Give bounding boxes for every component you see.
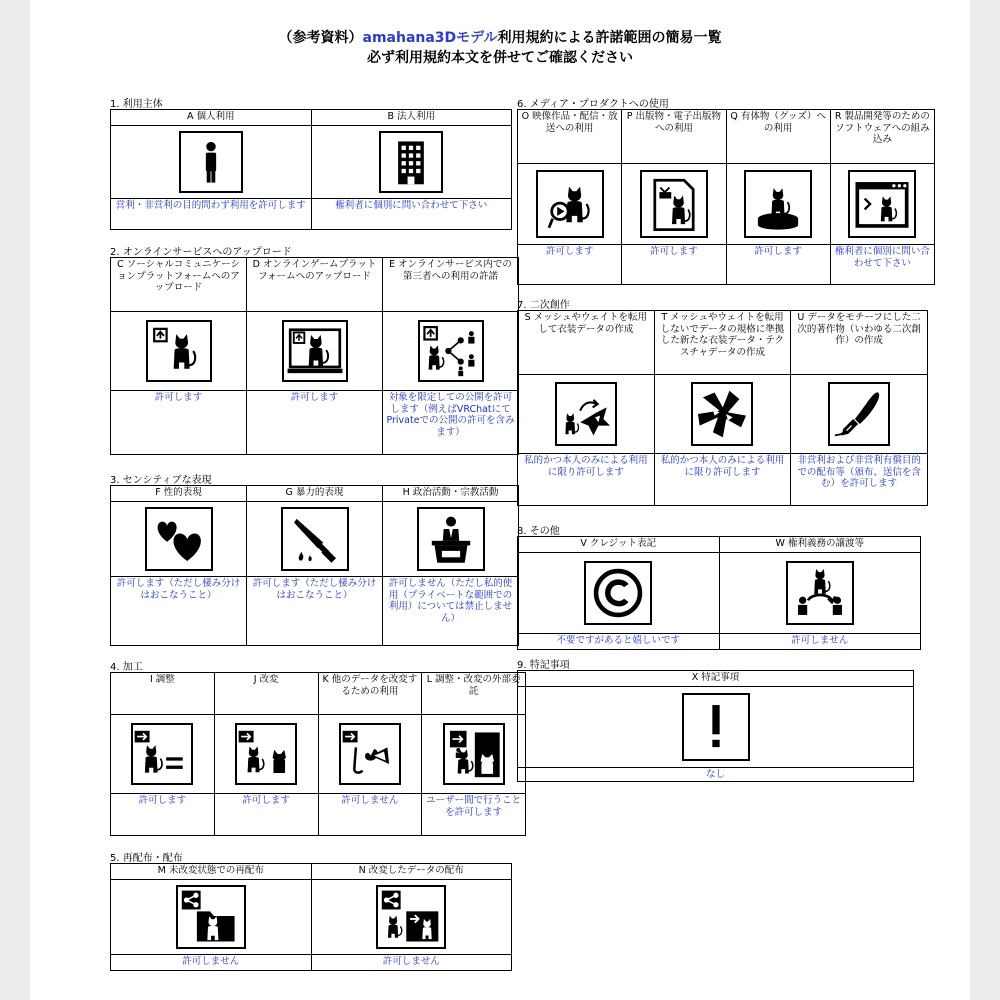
page-subtitle: 必ず利用規約本文を併せてご確認ください bbox=[367, 50, 633, 66]
use-for-other-icon bbox=[339, 723, 401, 785]
redistribute-icon bbox=[176, 885, 246, 949]
item-header: U データをモチーフにした二次的著作物（いわゆる二次創作）の作成 bbox=[791, 311, 928, 375]
publication-icon bbox=[640, 170, 708, 238]
page-title: （参考資料）amahana3Dモデル利用規約による許諾範囲の簡易一覧 bbox=[278, 30, 722, 46]
item-permission: 許可しません bbox=[111, 955, 312, 971]
section-heading: 8. その他 bbox=[517, 526, 560, 537]
item-permission: 許可します bbox=[518, 245, 622, 285]
item-header: W 権利義務の譲渡等 bbox=[719, 537, 921, 553]
item-icon-cell bbox=[311, 880, 512, 955]
item-permission: 非営利および非営利有償目的での配布等（頒布、送信を含む）を許可します bbox=[791, 454, 928, 506]
section-table bbox=[517, 670, 914, 782]
item-permission: 許可します（ただし棲み分けはおこなうこと） bbox=[111, 577, 247, 646]
item-icon-cell bbox=[383, 502, 519, 577]
item-header: M 未改変状態での再配布 bbox=[111, 864, 312, 880]
distribute-modified-icon bbox=[376, 885, 446, 949]
item-icon-cell bbox=[726, 164, 830, 245]
item-permission: 対象を限定しての公開を許可します（例えばVRChatにてPrivateでの公開の許可を含みます） bbox=[383, 391, 519, 455]
section-table bbox=[110, 863, 512, 971]
modify-icon bbox=[235, 723, 297, 785]
item-header: O 映像作品・配信・放送への利用 bbox=[518, 110, 622, 164]
item-permission: 権利者に個別に問い合わせて下さい bbox=[830, 245, 934, 285]
item-icon-cell bbox=[791, 375, 928, 454]
item-header: C ソーシャルコミュニケーションプラットフォームへのアップロード bbox=[111, 258, 247, 312]
item-icon-cell bbox=[247, 312, 383, 391]
item-permission: 許可します bbox=[247, 391, 383, 455]
item-icon-cell bbox=[830, 164, 934, 245]
software-icon bbox=[848, 170, 916, 238]
item-permission: ユーザー間で行うことを許可します bbox=[422, 794, 526, 836]
section-heading: 5. 再配布・配布 bbox=[110, 853, 183, 864]
section-heading: 9. 特記事項 bbox=[517, 660, 570, 671]
pen-icon bbox=[828, 382, 890, 446]
item-permission: 権利者に個別に問い合わせて下さい bbox=[311, 199, 512, 230]
item-icon-cell bbox=[111, 312, 247, 391]
section-table bbox=[517, 109, 935, 285]
item-icon-cell bbox=[719, 553, 921, 634]
item-permission: 許可しません bbox=[311, 955, 512, 971]
item-permission: 許可します bbox=[111, 794, 215, 836]
item-permission: 許可します bbox=[214, 794, 318, 836]
mesh-transfer-icon bbox=[555, 382, 617, 446]
item-header: H 政治活動・宗教活動 bbox=[383, 486, 519, 502]
item-header: D オンラインゲームプラットフォームへのアップロード bbox=[247, 258, 383, 312]
item-header: L 調整・改変の外部委託 bbox=[422, 673, 526, 715]
item-header: S メッシュやウェイトを転用して衣装データの作成 bbox=[518, 311, 655, 375]
section-table bbox=[110, 109, 512, 230]
item-permission: 営利・非営利の目的問わず利用を許可します bbox=[111, 199, 312, 230]
section-table bbox=[517, 536, 921, 650]
item-header: V クレジット表記 bbox=[518, 537, 720, 553]
item-permission: 許可します bbox=[622, 245, 726, 285]
section-heading: 6. メディア・プロダクトへの使用 bbox=[517, 99, 669, 110]
item-permission: なし bbox=[518, 768, 914, 782]
item-header: J 改変 bbox=[214, 673, 318, 715]
item-header: A 個人利用 bbox=[111, 110, 312, 126]
item-icon-cell bbox=[518, 687, 914, 768]
video-icon bbox=[536, 170, 604, 238]
item-icon-cell bbox=[518, 375, 655, 454]
item-header: E オンラインサービス内での第三者への利用の許諾 bbox=[383, 258, 519, 312]
document-page bbox=[30, 0, 970, 1000]
item-icon-cell bbox=[111, 126, 312, 199]
item-icon-cell bbox=[311, 126, 512, 199]
item-header: K 他のデータを改変するための利用 bbox=[318, 673, 422, 715]
share-third-party-icon bbox=[418, 320, 484, 382]
section-table bbox=[110, 485, 519, 646]
item-header: R 製品開発等のためのソフトウェアへの組み込み bbox=[830, 110, 934, 164]
upload-avatar-icon bbox=[146, 320, 212, 382]
upload-game-icon bbox=[282, 320, 348, 382]
item-permission: 許可します（ただし棲み分けはおこなうこと） bbox=[247, 577, 383, 646]
section-table bbox=[517, 310, 928, 506]
item-icon-cell bbox=[111, 880, 312, 955]
item-icon-cell bbox=[111, 502, 247, 577]
section-table bbox=[110, 257, 519, 455]
item-icon-cell bbox=[422, 715, 526, 794]
outsource-icon bbox=[443, 723, 505, 785]
costume-icon bbox=[691, 382, 753, 446]
item-icon-cell bbox=[518, 553, 720, 634]
section-heading: 2. オンラインサービスへのアップロード bbox=[110, 247, 292, 258]
item-header: X 特記事項 bbox=[518, 671, 914, 687]
item-permission: 私的かつ本人のみによる利用に限り許可します bbox=[654, 454, 791, 506]
item-header: Q 有体物（グッズ）への利用 bbox=[726, 110, 830, 164]
item-header: I 調整 bbox=[111, 673, 215, 715]
adjust-icon bbox=[131, 723, 193, 785]
item-icon-cell bbox=[214, 715, 318, 794]
item-permission: 許可しません bbox=[318, 794, 422, 836]
podium-icon bbox=[417, 507, 485, 571]
item-icon-cell bbox=[518, 164, 622, 245]
item-header: T メッシュやウェイトを転用しないでデータの規格に準拠した新たな衣装データ・テクスチャデータの作成 bbox=[654, 311, 791, 375]
transfer-rights-icon bbox=[786, 561, 854, 625]
item-permission: 許可しません（ただし私的使用（プライベートな範囲での利用）については禁止しません） bbox=[383, 577, 519, 646]
item-header: F 性的表現 bbox=[111, 486, 247, 502]
knife-icon bbox=[281, 507, 349, 571]
item-permission: 私的かつ本人のみによる利用に限り許可します bbox=[518, 454, 655, 506]
section-heading: 7. 二次創作 bbox=[517, 300, 570, 311]
item-icon-cell bbox=[654, 375, 791, 454]
person-icon bbox=[179, 131, 243, 193]
item-icon-cell bbox=[318, 715, 422, 794]
item-permission: 許可します bbox=[726, 245, 830, 285]
item-header: B 法人利用 bbox=[311, 110, 512, 126]
item-icon-cell bbox=[622, 164, 726, 245]
figure-goods-icon bbox=[744, 170, 812, 238]
section-table bbox=[110, 672, 526, 836]
item-permission: 許可しません bbox=[719, 634, 921, 650]
item-header: N 改変したデータの配布 bbox=[311, 864, 512, 880]
section-heading: 3. センシティブな表現 bbox=[110, 475, 212, 486]
item-permission: 許可します bbox=[111, 391, 247, 455]
section-heading: 4. 加工 bbox=[110, 662, 143, 673]
item-icon-cell bbox=[247, 502, 383, 577]
building-icon bbox=[379, 131, 443, 193]
section-heading: 1. 利用主体 bbox=[110, 99, 163, 110]
item-header: G 暴力的表現 bbox=[247, 486, 383, 502]
item-header: P 出版物・電子出版物への利用 bbox=[622, 110, 726, 164]
hearts-icon bbox=[145, 507, 213, 571]
item-icon-cell bbox=[111, 715, 215, 794]
copyright-icon bbox=[584, 561, 652, 625]
exclamation-icon bbox=[682, 693, 750, 761]
item-permission: 不要ですがあると嬉しいです bbox=[518, 634, 720, 650]
item-icon-cell bbox=[383, 312, 519, 391]
